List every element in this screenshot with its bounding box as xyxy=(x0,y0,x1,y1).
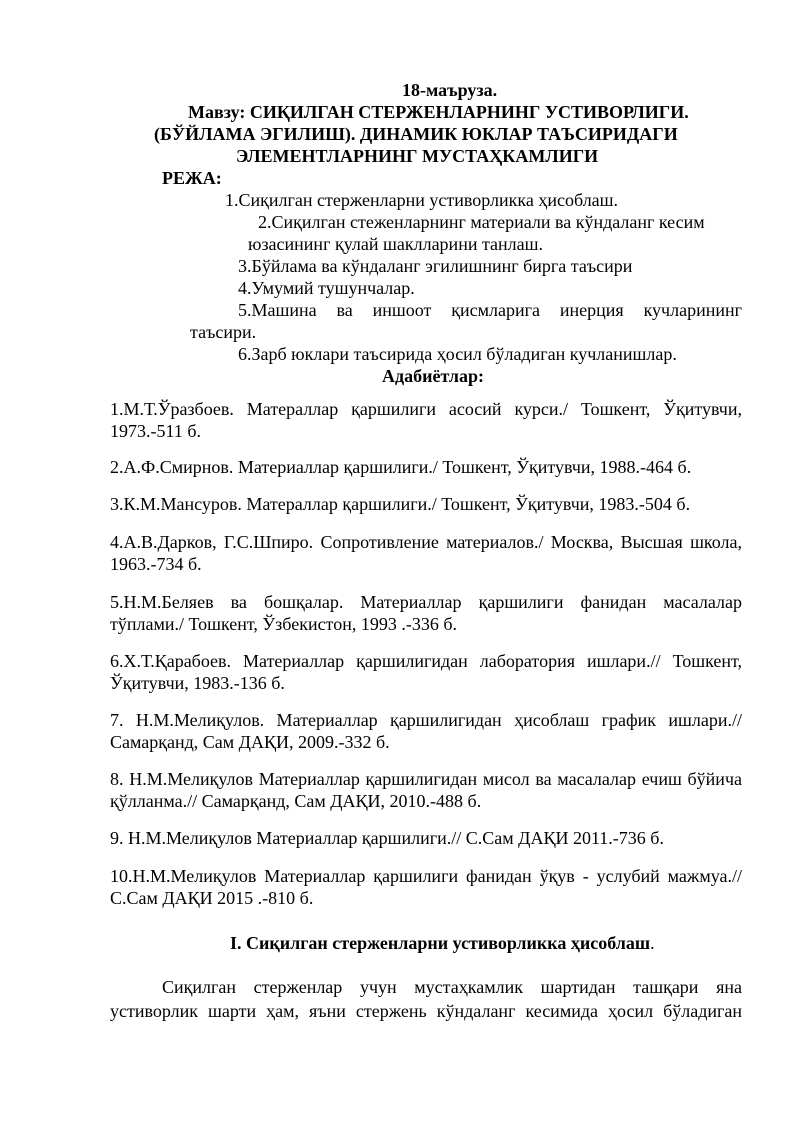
plan-item-1: 1.Сиқилган стерженларни устиворликка ҳисоблаш. xyxy=(225,190,619,210)
body-paragraph: Сиқилган стерженлар учун мустаҳкамлик шартидан ташқари яна устиворлик шарти ҳам, яъни стержень кўндаланг кесимида ҳосил бўладиган xyxy=(110,977,742,1021)
section-heading xyxy=(230,932,655,954)
plan-item-5: 5.Машина ва иншоот қисмларига инерция кучларининг xyxy=(238,300,742,320)
section-heading-text: I. Сиқилган стерженларни устиворликка ҳисоблаш xyxy=(230,933,651,953)
literature-title: Адабиётлар: xyxy=(382,366,484,386)
plan-item-2: 2.Сиқилган стеженларнинг материали ва кўндаланг кесим xyxy=(258,212,705,232)
lecture-number: 18-маъруза. xyxy=(402,80,498,100)
literature-item-6: 6.Х.Т.Қарабоев. Материаллар қаршилигидан лаборатория ишлари.// Тошкент, Ўқитувчи, 1983.-136 б. xyxy=(110,651,742,693)
literature-item-3: 3.К.М.Мансуров. Матераллар қаршилиги./ Тошкент, Ўқитувчи, 1983.-504 б. xyxy=(110,494,691,514)
topic-line-3: ЭЛЕМЕНТЛАРНИНГ МУСТАҲКАМЛИГИ xyxy=(236,146,599,166)
literature-item-9: 9. Н.М.Мелиқулов Материаллар қаршилиги.// С.Сам ДАҚИ 2011.-736 б. xyxy=(110,828,664,848)
plan-item-4: 4.Умумий тушунчалар. xyxy=(238,278,415,298)
literature-item-4: 4.А.В.Дарков, Г.С.Шпиро. Сопротивление материалов./ Москва, Высшая школа, 1963.-734 б. xyxy=(110,532,742,574)
plan-item-5-cont: таъсири. xyxy=(190,322,257,342)
topic-line-2: (БЎЙЛАМА ЭГИЛИШ). ДИНАМИК ЮКЛАР ТАЪСИРИДАГИ xyxy=(154,124,678,144)
literature-item-10: 10.Н.М.Мелиқулов Материаллар қаршилиги фанидан ўқув - услубий мажмуа.// С.Сам ДАҚИ 2015 .-810 б. xyxy=(110,866,742,908)
literature-item-2: 2.А.Ф.Смирнов. Материаллар қаршилиги./ Тошкент, Ўқитувчи, 1988.-464 б. xyxy=(110,457,692,477)
literature-item-1: 1.М.Т.Ўразбоев. Матераллар қаршилиги асосий курси./ Тошкент, Ўқитувчи, 1973.-511 б. xyxy=(110,399,742,441)
literature-item-5: 5.Н.М.Беляев ва бошқалар. Материаллар қаршилиги фанидан масалалар тўплами./ Тошкент, Ўзбекистон, 1993 .-336 б. xyxy=(110,592,742,634)
plan-item-3: 3.Бўйлама ва кўндаланг эгилишнинг бирга таъсири xyxy=(238,256,633,276)
literature-item-8: 8. Н.М.Мелиқулов Материаллар қаршилигидан мисол ва масалалар ечиш бўйича қўлланма.// Самарқанд, Сам ДАҚИ, 2010.-488 б. xyxy=(110,769,742,811)
plan-title: РЕЖА: xyxy=(162,168,222,188)
plan-item-2-cont: юзасининг қулай шаклларини танлаш. xyxy=(248,234,543,254)
literature-item-7: 7. Н.М.Мелиқулов. Материаллар қаршилигидан ҳисоблаш график ишлари.// Самарқанд, Сам ДАҚИ, 2009.-332 б. xyxy=(110,710,742,752)
plan-item-6: 6.Зарб юклари таъсирида ҳосил бўладиган кучланишлар. xyxy=(238,344,677,364)
topic-line-1: Мавзу: СИҚИЛГАН СТЕРЖЕНЛАРНИНГ УСТИВОРЛИГИ. xyxy=(188,102,689,122)
section-heading-period: . xyxy=(650,933,655,953)
